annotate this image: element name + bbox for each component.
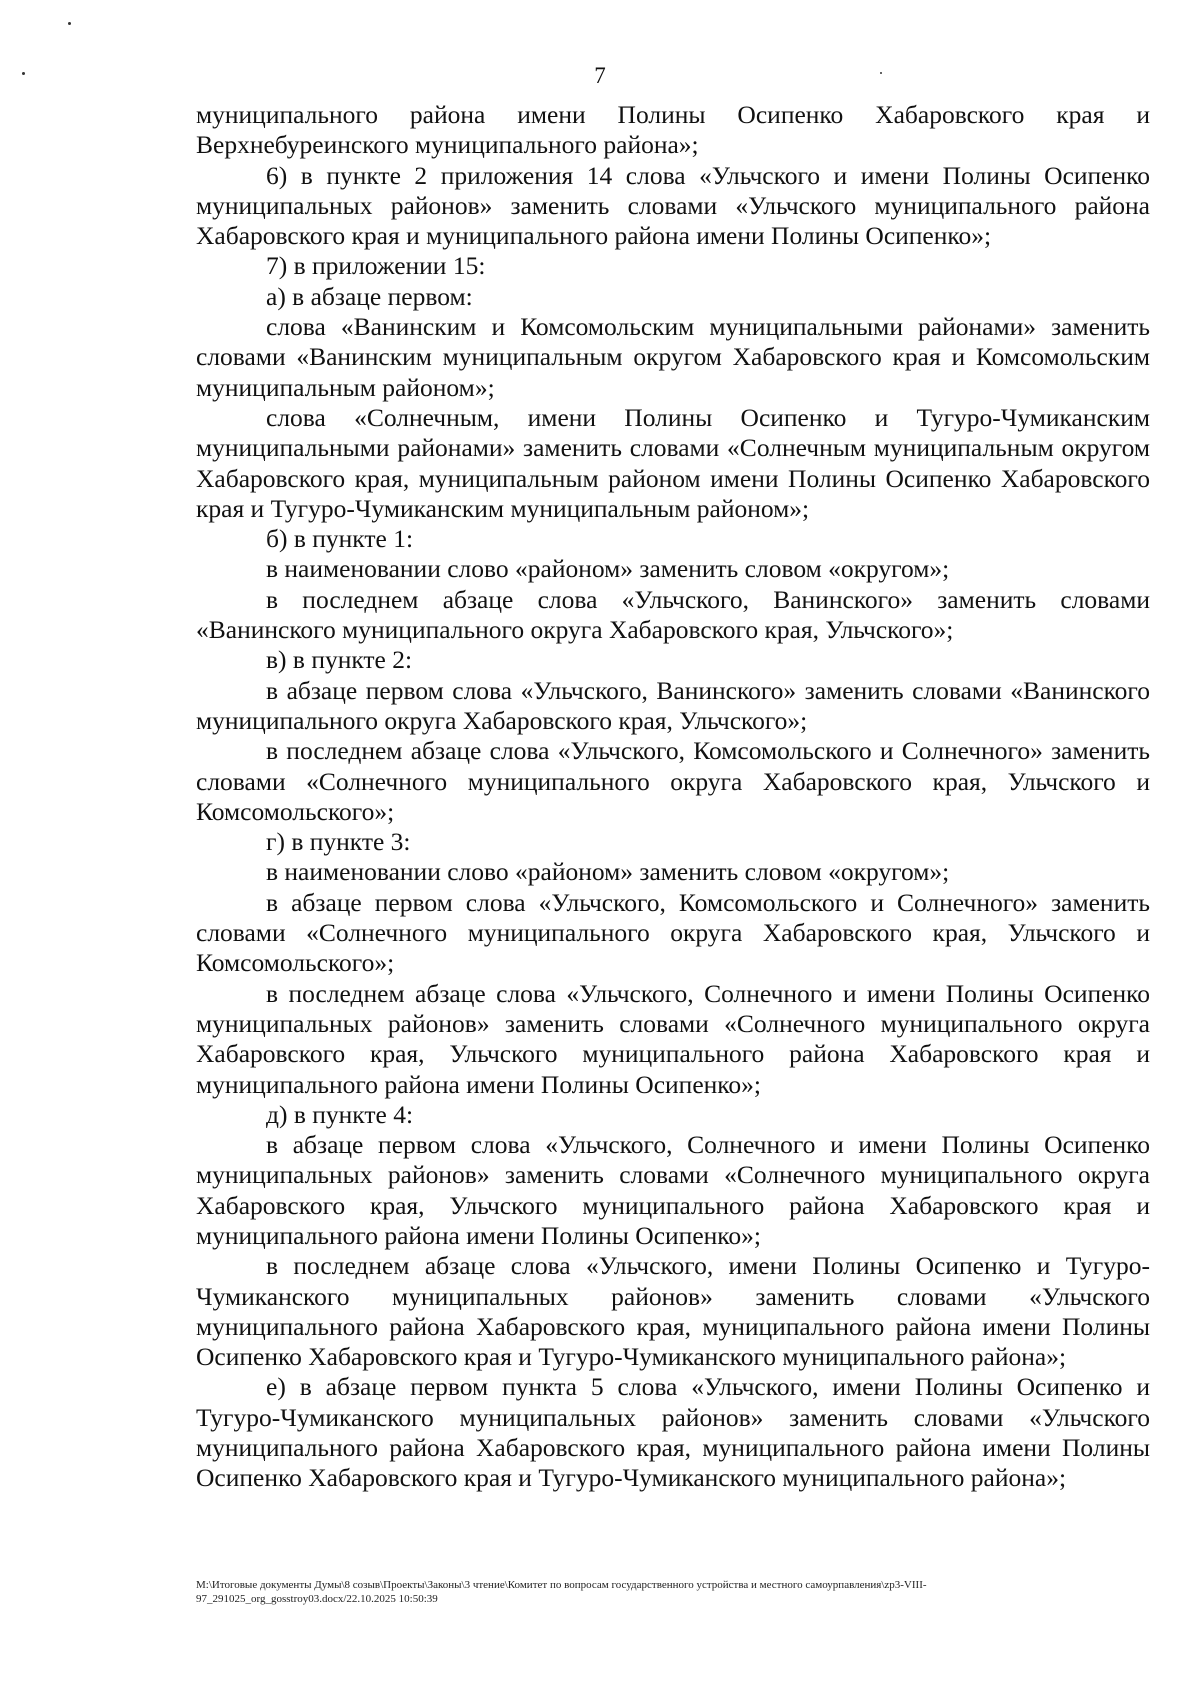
paragraph: 7) в приложении 15: [266, 251, 486, 281]
paragraph: е) в абзаце первом пункта 5 слова «Ульчского, имени Полины Осипенко и Тугуро-Чумиканского муниципальных районов» заменить словами «Ульчского муниципального района Хабаровского края, муниципального района имени Полины Осипенко Хабаровского края и Тугуро-Чумиканского муниципального района»; [196, 1372, 1150, 1493]
footer-line-2: 97_291025_org_gosstroy03.docx/22.10.2025 10:50:39 [196, 1593, 438, 1605]
file-path-footer [196, 1578, 1156, 1606]
paragraph: в) в пункте 2: [266, 645, 413, 675]
paragraph: в абзаце первом слова «Ульчского, Солнечного и имени Полины Осипенко муниципальных районов» заменить словами «Солнечного муниципального округа Хабаровского края, Ульчского муниципального района Хабаровского края и муниципального района имени Полины Осипенко»; [196, 1130, 1150, 1250]
scan-speck [68, 22, 71, 25]
paragraph: в последнем абзаце слова «Ульчского, Ванинского» заменить словами «Ванинского муниципального округа Хабаровского края, Ульчского»; [196, 584, 1150, 645]
paragraph: а) в абзаце первом: [266, 281, 473, 311]
paragraph: в абзаце первом слова «Ульчского, Ванинского» заменить словами «Ванинского муниципального округа Хабаровского края, Ульчского»; [196, 675, 1150, 735]
paragraph: 6) в пункте 2 приложения 14 слова «Ульчского и имени Полины Осипенко муниципальных районов» заменить словами «Ульчского муниципального района Хабаровского края и муниципального района имени Полины Осипенко»; [196, 160, 1150, 251]
paragraph: д) в пункте 4: [266, 1099, 414, 1129]
paragraph: слова «Ванинским и Комсомольским муниципальными районами» заменить словами «Ванинским муниципальным округом Хабаровского края и Комсомольским муниципальным районом»; [196, 312, 1150, 402]
paragraph: в последнем абзаце слова «Ульчского, Комсомольского и Солнечного» заменить словами «Солнечного муниципального округа Хабаровского края, Ульчского и Комсомольского»; [196, 736, 1150, 826]
page-number: 7 [594, 63, 606, 88]
paragraph: в абзаце первом слова «Ульчского, Комсомольского и Солнечного» заменить словами «Солнечного муниципального округа Хабаровского края, Ульчского и Комсомольского»; [196, 887, 1150, 978]
paragraph: б) в пункте 1: [266, 524, 414, 554]
paragraph: в последнем абзаце слова «Ульчского, имени Полины Осипенко и Тугуро-Чумиканского муниципальных районов» заменить словами «Ульчского муниципального района Хабаровского края, муниципального района имени Полины Осипенко Хабаровского края и Тугуро-Чумиканского муниципального района»; [196, 1251, 1150, 1372]
document-body [196, 100, 1150, 1494]
paragraph: в наименовании слово «районом» заменить словом «округом»; [266, 857, 950, 887]
paragraph: г) в пункте 3: [266, 827, 411, 857]
paragraph: слова «Солнечным, имени Полины Осипенко и Тугуро-Чумиканским муниципальными районами» заменить словами «Солнечным муниципальным округом Хабаровского края, муниципальным районом имени Полины Осипенко Хабаровского края и Тугуро-Чумиканским муниципальным районом»; [196, 402, 1150, 523]
paragraph: в последнем абзаце слова «Ульчского, Солнечного и имени Полины Осипенко муниципальных районов» заменить словами «Солнечного муниципального округа Хабаровского края, Ульчского муниципального района Хабаровского края и муниципального района имени Полины Осипенко»; [196, 978, 1150, 1099]
paragraph: муниципального района имени Полины Осипенко Хабаровского края и Верхнебуреинского муниципального района»; [196, 100, 1150, 160]
paragraph: в наименовании слово «районом» заменить словом «округом»; [266, 554, 950, 584]
footer-line-1: M:\Итоговые документы Думы\8 созыв\Проекты\Законы\3 чтение\Комитет по вопросам государственного устройства и местного самоурпавления\zp3-VIII- [196, 1579, 927, 1591]
